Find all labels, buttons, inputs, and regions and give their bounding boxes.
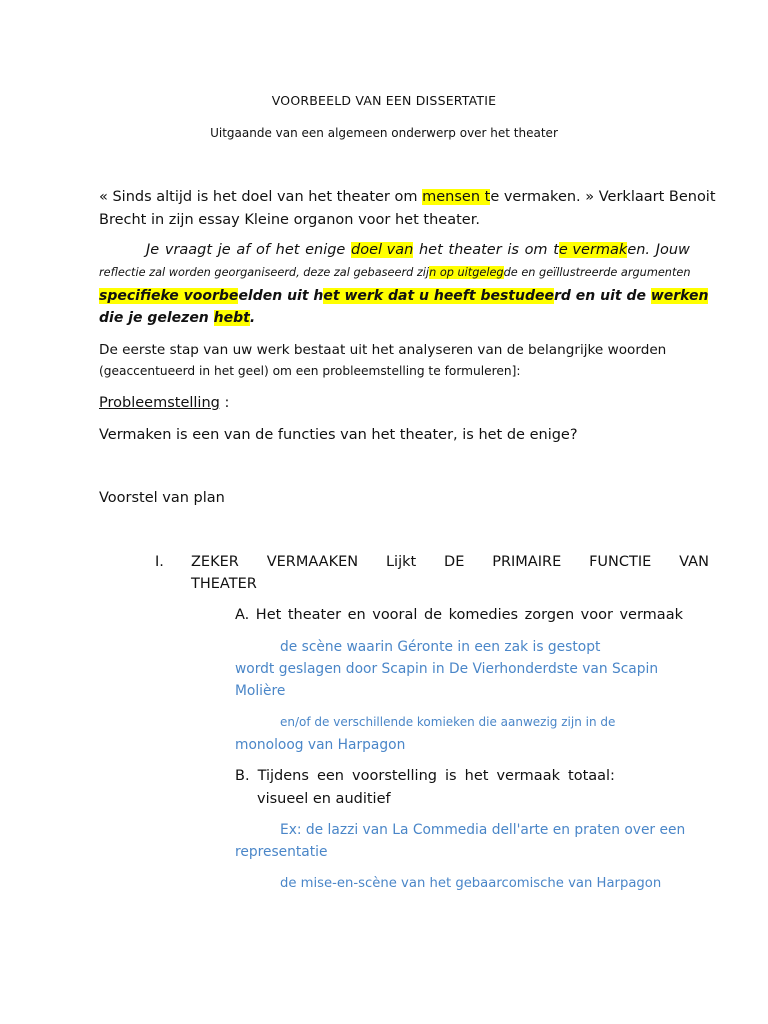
step-line-2: (geaccentueerd in het geel) om een probleemstelling te formuleren]: bbox=[99, 364, 521, 378]
word: VAN bbox=[679, 554, 709, 570]
word: de bbox=[423, 607, 443, 623]
highlight: doel van bbox=[351, 242, 414, 258]
word: en bbox=[347, 607, 366, 623]
word: B. bbox=[235, 768, 250, 784]
word: PRIMAIRE bbox=[492, 554, 562, 570]
intro-text: de en geïllustreerde argumenten bbox=[503, 266, 691, 279]
word: Je bbox=[146, 242, 160, 258]
problem-heading bbox=[99, 395, 229, 411]
word: Het bbox=[255, 607, 282, 623]
word: Jouw bbox=[655, 242, 690, 258]
highlight: specifieke voorbe bbox=[99, 288, 239, 304]
word: vooral bbox=[372, 607, 418, 623]
word: VERMAAKEN bbox=[266, 554, 359, 570]
word: theater bbox=[448, 242, 502, 258]
word: Tijdens bbox=[257, 768, 309, 784]
highlight: et werk dat u heeft bestudee bbox=[323, 288, 554, 304]
example-b2: de mise-en-scène van het gebaarcomische van Harpagon bbox=[280, 876, 662, 891]
step-line-1: De eerste stap van uw werk bestaat uit het analyseren van de belangrijke woorden bbox=[99, 342, 667, 358]
word: af bbox=[236, 242, 251, 258]
highlight: werken bbox=[650, 288, 709, 304]
document-subtitle: Uitgaande van een algemeen onderwerp over het theater bbox=[210, 126, 558, 140]
highlight: hebt bbox=[213, 310, 250, 326]
problem-colon: : bbox=[219, 395, 230, 411]
problem-label: Probleemstelling bbox=[99, 395, 220, 411]
intro-text: rd en uit de bbox=[553, 288, 651, 304]
word: theater bbox=[287, 607, 342, 623]
intro-text: die je gelezen bbox=[99, 310, 214, 326]
word: zorgen bbox=[524, 607, 575, 623]
word: of bbox=[255, 242, 270, 258]
subsection-b-heading bbox=[235, 768, 615, 784]
subsection-a-heading bbox=[235, 607, 683, 623]
intro-line-2 bbox=[99, 266, 691, 279]
word: FUNCTIE bbox=[589, 554, 652, 570]
highlight: n op uitgeleg bbox=[429, 266, 504, 279]
example-a1-line-2: wordt geslagen door Scapin in De Vierhonderdste van Scapin bbox=[235, 661, 659, 677]
word: ZEKER bbox=[191, 554, 239, 570]
intro-line-3 bbox=[99, 288, 708, 304]
word: A. bbox=[235, 607, 250, 623]
example-a2-line-1: en/of de verschillende komieken die aanwezig zijn in de bbox=[280, 715, 616, 729]
example-a1-line-3: Molière bbox=[235, 683, 286, 699]
word: vraagt bbox=[164, 242, 213, 258]
example-a1-line-1: de scène waarin Géronte in een zak is gestopt bbox=[280, 639, 601, 655]
word: is bbox=[507, 242, 519, 258]
intro-line-1 bbox=[146, 242, 690, 258]
plan-heading: Voorstel van plan bbox=[99, 490, 225, 506]
word: je bbox=[217, 242, 231, 258]
word: het bbox=[275, 242, 300, 258]
section-1-number: I. bbox=[155, 554, 164, 570]
word: Lijkt bbox=[385, 554, 417, 570]
intro-text: reflectie zal worden georganiseerd, deze zal gebaseerd zij bbox=[99, 266, 430, 279]
highlight: e vermak bbox=[558, 242, 628, 258]
word: om bbox=[524, 242, 548, 258]
word: DE bbox=[444, 554, 465, 570]
section-1-heading-line-2: THEATER bbox=[191, 576, 257, 592]
word: voorstelling bbox=[352, 768, 437, 784]
intro-text: elden uit h bbox=[238, 288, 324, 304]
word: voor bbox=[580, 607, 613, 623]
word: vermaak bbox=[496, 768, 560, 784]
document-title: VOORBEELD VAN EEN DISSERTATIE bbox=[271, 93, 497, 108]
subsection-b-heading-line-2: visueel en auditief bbox=[257, 791, 391, 807]
quote-line-2: Brecht in zijn essay Kleine organon voor het theater. bbox=[99, 212, 480, 228]
word: is bbox=[445, 768, 457, 784]
section-1-heading bbox=[191, 554, 709, 570]
example-a2-line-2: monoloog van Harpagon bbox=[235, 737, 406, 753]
quote-line-1 bbox=[99, 189, 716, 205]
intro-text: . bbox=[249, 310, 256, 326]
word: enige bbox=[305, 242, 346, 258]
word bbox=[553, 242, 650, 258]
quote-text: e vermaken. » Verklaart Benoit bbox=[490, 189, 716, 205]
problem-text: Vermaken is een van de functies van het theater, is het de enige? bbox=[99, 427, 578, 443]
word: het bbox=[418, 242, 443, 258]
example-b1-line-1: Ex: de lazzi van La Commedia dell'arte en praten over een bbox=[280, 822, 686, 838]
word: komedies bbox=[448, 607, 519, 623]
word: totaal: bbox=[568, 768, 615, 784]
quote-text: « Sinds altijd is het doel van het theater om bbox=[99, 189, 423, 205]
intro-line-4 bbox=[99, 310, 255, 326]
word: het bbox=[464, 768, 489, 784]
word: een bbox=[316, 768, 345, 784]
word-part: en. bbox=[627, 242, 651, 258]
highlight: mensen t bbox=[422, 189, 491, 205]
word: vermaak bbox=[619, 607, 683, 623]
example-b1-line-2: representatie bbox=[235, 844, 328, 860]
word-part: t bbox=[553, 242, 559, 258]
